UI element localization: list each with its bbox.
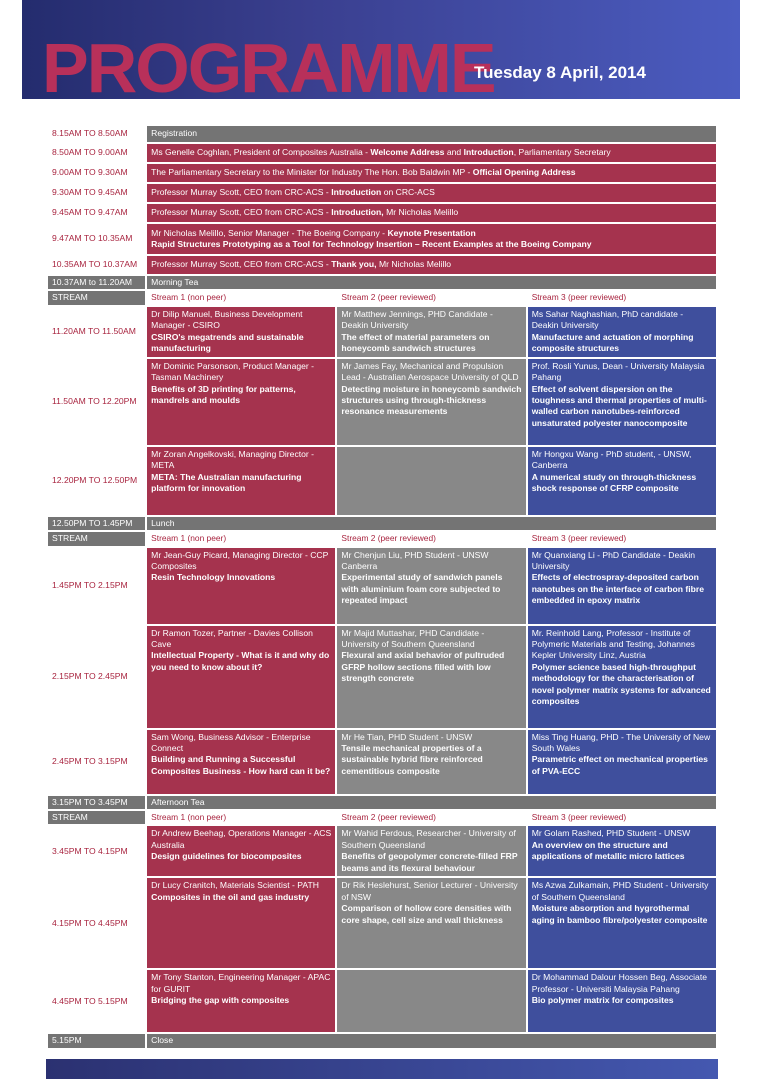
- plain-text: Mr Nicholas Melillo: [376, 259, 452, 270]
- talk-title: META: The Australian manufacturing platform for innovation: [151, 471, 302, 494]
- session-time: 8.50AM TO 9.00AM: [48, 144, 145, 162]
- session-time: 1.45PM TO 2.15PM: [48, 548, 145, 624]
- speaker-name: Mr Dominic Parsonson, Product Manager - Tasman Machinery: [151, 360, 315, 383]
- talk-title: Experimental study of sandwich panels with aluminium foam core subjected to repeated impact: [341, 572, 503, 606]
- stream-header-s3: Stream 3 (peer reviewed): [528, 291, 716, 304]
- emphasis-text: Official Opening Address: [472, 167, 576, 178]
- session-row: [48, 970, 716, 1032]
- talk-title: A numerical study on through-thickness shock response of CFRP composite: [531, 471, 697, 494]
- session-cell-stream-3: [528, 307, 716, 357]
- talk-title: An overview on the structure and applications of metallic micro lattices: [531, 839, 685, 862]
- session-time: 10.35AM TO 10.37AM: [48, 256, 145, 274]
- emphasis-text: Keynote Presentation: [387, 227, 476, 238]
- plain-text: and: [444, 147, 464, 158]
- footer-bar: [46, 1059, 718, 1079]
- speaker-name: Mr Zoran Angelkovski, Managing Director - META: [151, 448, 315, 471]
- stream-header-s2: Stream 2 (peer reviewed): [337, 291, 525, 304]
- talk-title: Moisture absorption and hygrothermal aging in bamboo fibre/polyester composite: [531, 903, 708, 925]
- speaker-name: Mr He Tian, PHD Student - UNSW: [341, 731, 473, 742]
- session-time: 9.47AM TO 10.35AM: [48, 224, 145, 254]
- session-cell-stream-1: [147, 826, 335, 876]
- session-row: [48, 626, 716, 728]
- session-cell-stream-1: [147, 359, 335, 445]
- plain-text: Mr Nicholas Melillo: [383, 207, 459, 218]
- talk-title: Benefits of geopolymer concrete-filled FRP beams and its flexural behaviour: [341, 851, 518, 873]
- talk-title: Effects of electrospray-deposited carbon nanotubes on the interface of carbon fibre embedded in epoxy matrix: [531, 572, 705, 606]
- speaker-name: Dr Mohammad Dalour Hossen Beg, Associate Professor - Universiti Malaysia Pahang: [531, 972, 707, 994]
- plenary-row: [48, 164, 716, 182]
- talk-title: Composites in the oil and gas industry: [151, 891, 310, 902]
- session-cell-stream-3: [528, 730, 716, 794]
- session-row: [48, 730, 716, 794]
- plenary-description: [147, 224, 716, 254]
- session-time: 2.45PM TO 3.15PM: [48, 730, 145, 794]
- session-time: 9.45AM TO 9.47AM: [48, 204, 145, 222]
- stream-header-s1: Stream 1 (non peer): [147, 532, 335, 545]
- emphasis-text: Thank you,: [331, 259, 377, 270]
- close-row: [48, 1034, 716, 1047]
- speaker-name: Dr Dilip Manuel, Business Development Manager - CSIRO: [151, 308, 303, 331]
- session-row: [48, 548, 716, 624]
- plain-text: , Parliamentary Secretary: [513, 147, 611, 158]
- stream-header-s1: Stream 1 (non peer): [147, 811, 335, 824]
- speaker-name: Mr Chenjun Liu, PHD Student - UNSW Canberra: [341, 549, 489, 572]
- plain-text: Professor Murray Scott, CEO from CRC-ACS -: [151, 187, 332, 198]
- break-time: 3.15PM TO 3.45PM: [48, 796, 145, 809]
- speaker-name: Mr Wahid Ferdous, Researcher - University of Southern Queensland: [341, 828, 516, 850]
- speaker-name: Dr Ramon Tozer, Partner - Davies Collison Cave: [151, 627, 313, 650]
- session-time: 11.50AM TO 12.20PM: [48, 359, 145, 445]
- speaker-name: Ms Sahar Naghashian, PhD candidate - Deakin University: [531, 308, 684, 331]
- speaker-name: Miss Ting Huang, PHD - The University of New South Wales: [531, 731, 711, 754]
- stream-header-s1: Stream 1 (non peer): [147, 291, 335, 304]
- plenary-row: [48, 204, 716, 222]
- speaker-name: Prof. Rosli Yunus, Dean - University Malaysia Pahang: [531, 360, 705, 383]
- talk-title: Building and Running a Successful Composites Business - How hard can it be?: [151, 754, 331, 776]
- session-cell-stream-3: [528, 447, 716, 515]
- session-time: 4.15PM TO 4.45PM: [48, 878, 145, 968]
- plain-text: Mr Nicholas Melillo, Senior Manager - The Boeing Company -: [151, 227, 388, 238]
- programme-table: [46, 124, 718, 1050]
- talk-title: Design guidelines for biocomposites: [151, 851, 302, 862]
- event-date: Tuesday 8 April, 2014: [474, 63, 646, 82]
- plenary-row: [48, 224, 716, 254]
- session-time: 2.15PM TO 2.45PM: [48, 626, 145, 728]
- session-cell-stream-3: [528, 626, 716, 728]
- session-time: 12.20PM TO 12.50PM: [48, 447, 145, 515]
- stream-header-s2: Stream 2 (peer reviewed): [337, 811, 525, 824]
- plenary-description: [147, 164, 716, 182]
- plain-text: Ms Genelle Coghlan, President of Composites Australia -: [151, 147, 371, 158]
- break-label: Close: [147, 1034, 716, 1047]
- stream-header-label: STREAM: [48, 532, 145, 545]
- plain-text: The Parliamentary Secretary to the Minister for Industry The Hon. Bob Baldwin MP -: [151, 167, 473, 178]
- speaker-name: Mr Quanxiang Li - PhD Candidate - Deakin University: [531, 549, 696, 572]
- break-label: Morning Tea: [147, 276, 716, 289]
- session-cell-stream-2: [337, 626, 525, 728]
- session-cell-stream-1: [147, 447, 335, 515]
- plenary-description: [147, 204, 716, 222]
- session-cell-stream-1: [147, 548, 335, 624]
- emphasis-text: Rapid Structures Prototyping as a Tool for Technology Insertion – Recent Examples at the Boeing Company: [151, 239, 592, 249]
- session-row: [48, 447, 716, 515]
- session-time: 8.15AM TO 8.50AM: [48, 126, 145, 142]
- stream-header-label: STREAM: [48, 291, 145, 304]
- session-time: 3.45PM TO 4.15PM: [48, 826, 145, 876]
- talk-title: Bio polymer matrix for composites: [531, 995, 674, 1006]
- lunch-row: [48, 517, 716, 530]
- session-row: [48, 878, 716, 968]
- session-time: 4.45PM TO 5.15PM: [48, 970, 145, 1032]
- break-label: Lunch: [147, 517, 716, 530]
- programme-body: [48, 126, 716, 1048]
- speaker-name: Dr Rik Heslehurst, Senior Lecturer - University of NSW: [341, 880, 518, 902]
- speaker-name: Dr Andrew Beehag, Operations Manager - ACS Australia: [151, 828, 332, 850]
- emphasis-text: Introduction: [463, 147, 514, 158]
- speaker-name: Mr Golam Rashed, PHD Student - UNSW: [531, 828, 691, 839]
- speaker-name: Mr. Reinhold Lang, Professor - Institute of Polymeric Materials and Testing, Johannes Kepler University Linz, Austria: [531, 627, 695, 661]
- plenary-row: [48, 126, 716, 142]
- talk-title: Parametric effect on mechanical properties of PVA-ECC: [531, 754, 708, 776]
- break-time: 10.37AM to 11.20AM: [48, 276, 145, 289]
- session-cell-stream-2: [337, 447, 525, 515]
- session-cell-stream-1: [147, 970, 335, 1032]
- break-label: Afternoon Tea: [147, 796, 716, 809]
- speaker-name: Mr Tony Stanton, Engineering Manager - APAC for GURIT: [151, 972, 331, 994]
- talk-title: The effect of material parameters on honeycomb sandwich structures: [341, 331, 490, 354]
- talk-title: CSIRO's megatrends and sustainable manufacturing: [151, 331, 304, 354]
- speaker-name: Mr Majid Muttashar, PHD Candidate - University of Southern Queensland: [341, 627, 485, 650]
- plain-text: Registration: [151, 128, 198, 139]
- session-row: [48, 307, 716, 357]
- session-row: [48, 826, 716, 876]
- break-time: 12.50PM TO 1.45PM: [48, 517, 145, 530]
- stream-header-s2: Stream 2 (peer reviewed): [337, 532, 525, 545]
- session-cell-stream-2: [337, 359, 525, 445]
- session-cell-stream-1: [147, 626, 335, 728]
- session-cell-stream-1: [147, 307, 335, 357]
- stream-header-s3: Stream 3 (peer reviewed): [528, 811, 716, 824]
- stream-header-row: [48, 291, 716, 304]
- plenary-row: [48, 184, 716, 202]
- talk-title: Bridging the gap with composites: [151, 995, 290, 1006]
- page-title: PROGRAMME: [42, 29, 495, 99]
- talk-title: Intellectual Property - What is it and why do you need to know about it?: [151, 650, 330, 672]
- talk-title: Flexural and axial behavior of pultruded GFRP hollow sections filled with low strength concrete: [341, 650, 505, 684]
- session-cell-stream-2: [337, 826, 525, 876]
- plain-text: Professor Murray Scott, CEO from CRC-ACS -: [151, 207, 332, 218]
- emphasis-text: Welcome Address: [370, 147, 445, 158]
- stream-header-s3: Stream 3 (peer reviewed): [528, 532, 716, 545]
- talk-title: Effect of solvent dispersion on the toughness and thermal properties of multi-walled carbon nanotubes-reinforced unsaturated polyester nanocomposite: [531, 383, 707, 428]
- session-time: 11.20AM TO 11.50AM: [48, 307, 145, 357]
- session-cell-stream-2: [337, 878, 525, 968]
- talk-title: Resin Technology Innovations: [151, 572, 276, 583]
- session-cell-stream-3: [528, 878, 716, 968]
- plenary-row: [48, 144, 716, 162]
- plenary-description: [147, 126, 716, 142]
- speaker-name: Ms Azwa Zulkamain, PHD Student - University of Southern Queensland: [531, 880, 709, 902]
- session-row: [48, 359, 716, 445]
- talk-title: Polymer science based high-throughput methodology for the characterisation of novel polymer matrix systems for advanced composites: [531, 661, 711, 707]
- stream-header-label: STREAM: [48, 811, 145, 824]
- stream-header-row: [48, 532, 716, 545]
- plain-text: on CRC-ACS: [381, 187, 435, 198]
- session-cell-stream-2: [337, 730, 525, 794]
- emphasis-text: Introduction: [331, 187, 382, 198]
- talk-title: Tensile mechanical properties of a sustainable hybrid fibre reinforced cementitious composite: [341, 743, 483, 776]
- morning-tea-row: [48, 276, 716, 289]
- plenary-description: [147, 184, 716, 202]
- session-time: 9.00AM TO 9.30AM: [48, 164, 145, 182]
- session-cell-stream-3: [528, 548, 716, 624]
- plenary-description: [147, 256, 716, 274]
- session-cell-stream-2: [337, 548, 525, 624]
- session-cell-stream-3: [528, 826, 716, 876]
- speaker-name: Mr Hongxu Wang - PhD student, - UNSW, Canberra: [531, 448, 692, 471]
- plenary-description: [147, 144, 716, 162]
- talk-title: Comparison of hollow core densities with core shape, cell size and wall thickness: [341, 903, 512, 925]
- plain-text: Professor Murray Scott, CEO from CRC-ACS -: [151, 259, 332, 270]
- speaker-name: Mr Matthew Jennings, PHD Candidate - Deakin University: [341, 308, 493, 331]
- speaker-name: Dr Lucy Cranitch, Materials Scientist - PATH: [151, 880, 319, 891]
- talk-title: Benefits of 3D printing for patterns, mandrels and moulds: [151, 383, 296, 406]
- session-cell-stream-1: [147, 730, 335, 794]
- session-cell-stream-2: [337, 307, 525, 357]
- stream-header-row: [48, 811, 716, 824]
- afternoon-tea-row: [48, 796, 716, 809]
- speaker-name: Mr James Fay, Mechanical and Propulsion Lead - Australian Aerospace University of QLD: [341, 360, 519, 383]
- session-cell-stream-3: [528, 359, 716, 445]
- speaker-name: Sam Wong, Business Advisor - Enterprise Connect: [151, 731, 311, 754]
- talk-title: Detecting moisture in honeycomb sandwich structures using through-thickness resonance measurements: [341, 383, 522, 417]
- speaker-name: Mr Jean-Guy Picard, Managing Director - CCP Composites: [151, 549, 329, 572]
- break-time: 5.15PM: [48, 1034, 145, 1047]
- session-cell-stream-2: [337, 970, 525, 1032]
- header-banner: [22, 0, 740, 99]
- session-cell-stream-3: [528, 970, 716, 1032]
- emphasis-text: Introduction,: [331, 207, 384, 218]
- session-time: 9.30AM TO 9.45AM: [48, 184, 145, 202]
- plenary-row: [48, 256, 716, 274]
- session-cell-stream-1: [147, 878, 335, 968]
- talk-title: Manufacture and actuation of morphing composite structures: [531, 331, 694, 354]
